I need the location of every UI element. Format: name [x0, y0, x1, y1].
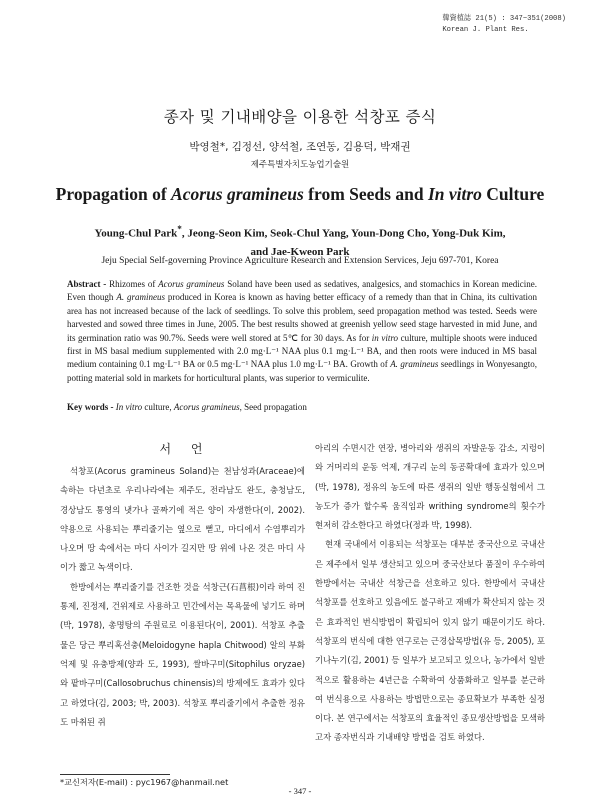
english-title	[0, 184, 600, 205]
english-authors-line1	[0, 220, 600, 243]
english-authors-rest: , Jeong-Seon Kim, Seok-Chul Yang, Youn-Dong Cho, Yong-Duk Kim,	[181, 227, 506, 240]
right-paragraph-1: 아리의 수면시간 연장, 병아리와 생쥐의 자발운동 감소, 지렁이와 거머리의 운동 억제, 개구리 눈의 동공확대에 효과가 있으며(박, 1978), 정유의 농도에 따른 생쥐의 일반 행동실험에서 그 농도가 증가 할수록 움직임과 writhing syndrome의 횟수가 현저히 감소한다고 하였다(정과 박, 1998).	[315, 443, 545, 531]
abstract-text-1: Rhizomes of	[109, 279, 159, 289]
keyword-text-1: culture,	[142, 402, 174, 412]
english-authors	[0, 220, 600, 261]
left-paragraph-2: 한방에서는 뿌리줄기를 건조한 것을 석창근(石菖根)이라 하여 진통제, 진정제, 건위제로 사용하고 민간에서는 목욕물에 넣기도 하며(박, 1978), 총명탕의 주원료로 이용된다(이, 2001). 석창포 추출물은 당근 뿌리혹선충(Meloidogyne hapla Chitwood) 알의 부화억제 및 유충방제(양과 도, 1993), 쌀바구미(Sitophilus oryzae)와 팥바구미(Callosobruchus chinensis)의 방제에도 효과가 있다고 하였다(김, 2003; 박, 2003). 석창포 뿌리줄기에서 추출한 정유도 마취된 쥐	[60, 581, 305, 727]
keyword-species: Acorus gramineus	[173, 402, 240, 412]
english-author-corresponding: Young-Chul Park	[94, 227, 178, 240]
footnote-rule	[60, 774, 170, 775]
abstract-species-3: A. gramineus	[390, 359, 439, 370]
journal-citation-line1: 韓資植誌 21(5) : 347~351(2008)	[442, 15, 566, 23]
journal-citation	[442, 14, 566, 36]
english-title-part3: Culture	[481, 184, 545, 204]
english-affiliation: Jeju Special Self-governing Province Agriculture Research and Extension Services, Jeju 697-701, Korea	[101, 256, 499, 266]
left-paragraph-1: 석창포(Acorus gramineus Soland)는 천남성과(Araceae)에 속하는 다년초로 우리나라에는 제주도, 전라남도 완도, 충청남도, 경상남도 통영의 냇가나 골짜기에 적은 양이 자생한다(이, 2002). 약용으로 사용되는 뿌리줄기는 옆으로 뻗고, 마디에서 수염뿌리가 나오며 땅 속에서는 마디 사이가 길지만 땅 위에 나온 것은 마디 사이가 짧고 녹색이다.	[60, 466, 305, 573]
page-number: - 347 -	[288, 786, 312, 796]
corresponding-star: *	[177, 224, 182, 234]
journal-citation-line2: Korean J. Plant Res.	[442, 26, 529, 34]
english-authors-line2: and Jae-Kweon Park	[250, 245, 350, 258]
keywords	[67, 402, 537, 412]
abstract-text-5: seedlings in Wonyesangto, potting material sold in markets for horticultural plants, was superior to vermiculite.	[67, 359, 537, 383]
abstract-species-1: Acorus gramineus	[158, 279, 225, 289]
korean-affiliation: 제주특별자치도농업기술원	[250, 160, 350, 170]
korean-authors: 박영철*, 김정선, 양석철, 조연동, 김용덕, 박재권	[189, 141, 411, 153]
abstract	[67, 278, 537, 385]
abstract-label: Abstract -	[67, 279, 110, 289]
korean-title: 종자 및 기내배양을 이용한 석창포 증식	[163, 108, 437, 126]
abstract-invitro: in vitro	[371, 332, 399, 343]
abstract-text-4: culture, multiple shoots were induced first in MS basal medium supplemented with 2.0 mg·L⁻¹ NAA plus 0.1 mg·L⁻¹ BA, and then roots were induced in MS basal medium containing 0.1 mg·L⁻¹ BA or 0.5 mg·L⁻¹ NAA plus 1.0 mg·L⁻¹ BA. Growth of	[67, 332, 538, 370]
right-column	[315, 439, 545, 774]
english-title-species: Acorus gramineus	[171, 184, 304, 204]
abstract-text-3: produced in Korea is known as having better efficacy of a remedy than that in China, its cultivation area has not increased because of the lack of seedlings. To solve this problem, seed propagation method was tested. Seeds were harvested and sowed three times in June, 2005. The best results showed at greenish yellow seed stage harvested in mid June, and its germination ratio was 90.7%. Seeds were well stored at 5℃ for 30 days. As for	[67, 292, 537, 343]
keyword-invitro: In vitro	[115, 402, 143, 412]
english-title-part1: Propagation of	[55, 184, 172, 204]
keyword-text-2: , Seed propagation	[239, 402, 307, 412]
left-column	[60, 462, 305, 762]
footnote-corresponding-author: *교신저자(E-mail) : pyc1967@hanmail.net	[60, 777, 229, 787]
english-title-invitro: In vitro	[427, 184, 482, 204]
section-title-introduction: 서 언	[159, 442, 211, 456]
english-title-part2: from Seeds and	[303, 184, 428, 204]
keywords-label: Key words -	[67, 402, 116, 412]
abstract-species-2: A. gramineus	[116, 292, 165, 303]
abstract-text-2: Soland have been used as sedatives, analgesics, and stomachics in Korean medicine. Even though	[67, 279, 537, 303]
right-paragraph-2: 현재 국내에서 이용되는 석창포는 대부분 중국산으로 국내산은 제주에서 일부 생산되고 있으며 중국산보다 품질이 우수하여 한방에서는 국내산 석창근을 선호하고 있다. 한방에서 국내산 석창포를 선호하고 있음에도 불구하고 재배가 확산되지 않는 것은 효과적인 번식방법이 확립되어 있지 않기 때문이기도 하다. 석창포의 번식에 대한 연구로는 근경삽목방법(유 등, 2005), 포기나누기(김, 2001) 등 일부가 보고되고 있으나, 농가에서 일반적으로 활용하는 4년근을 수확하여 상품화하고 일부를 분근하여 번식용으로 사용하는 방법만으로는 종묘확보가 부족한 실정이다. 본 연구에서는 석창포의 효율적인 종묘생산방법을 모색하고자 종자번식과 기내배양 방법을 검토 하였다.	[315, 539, 545, 743]
